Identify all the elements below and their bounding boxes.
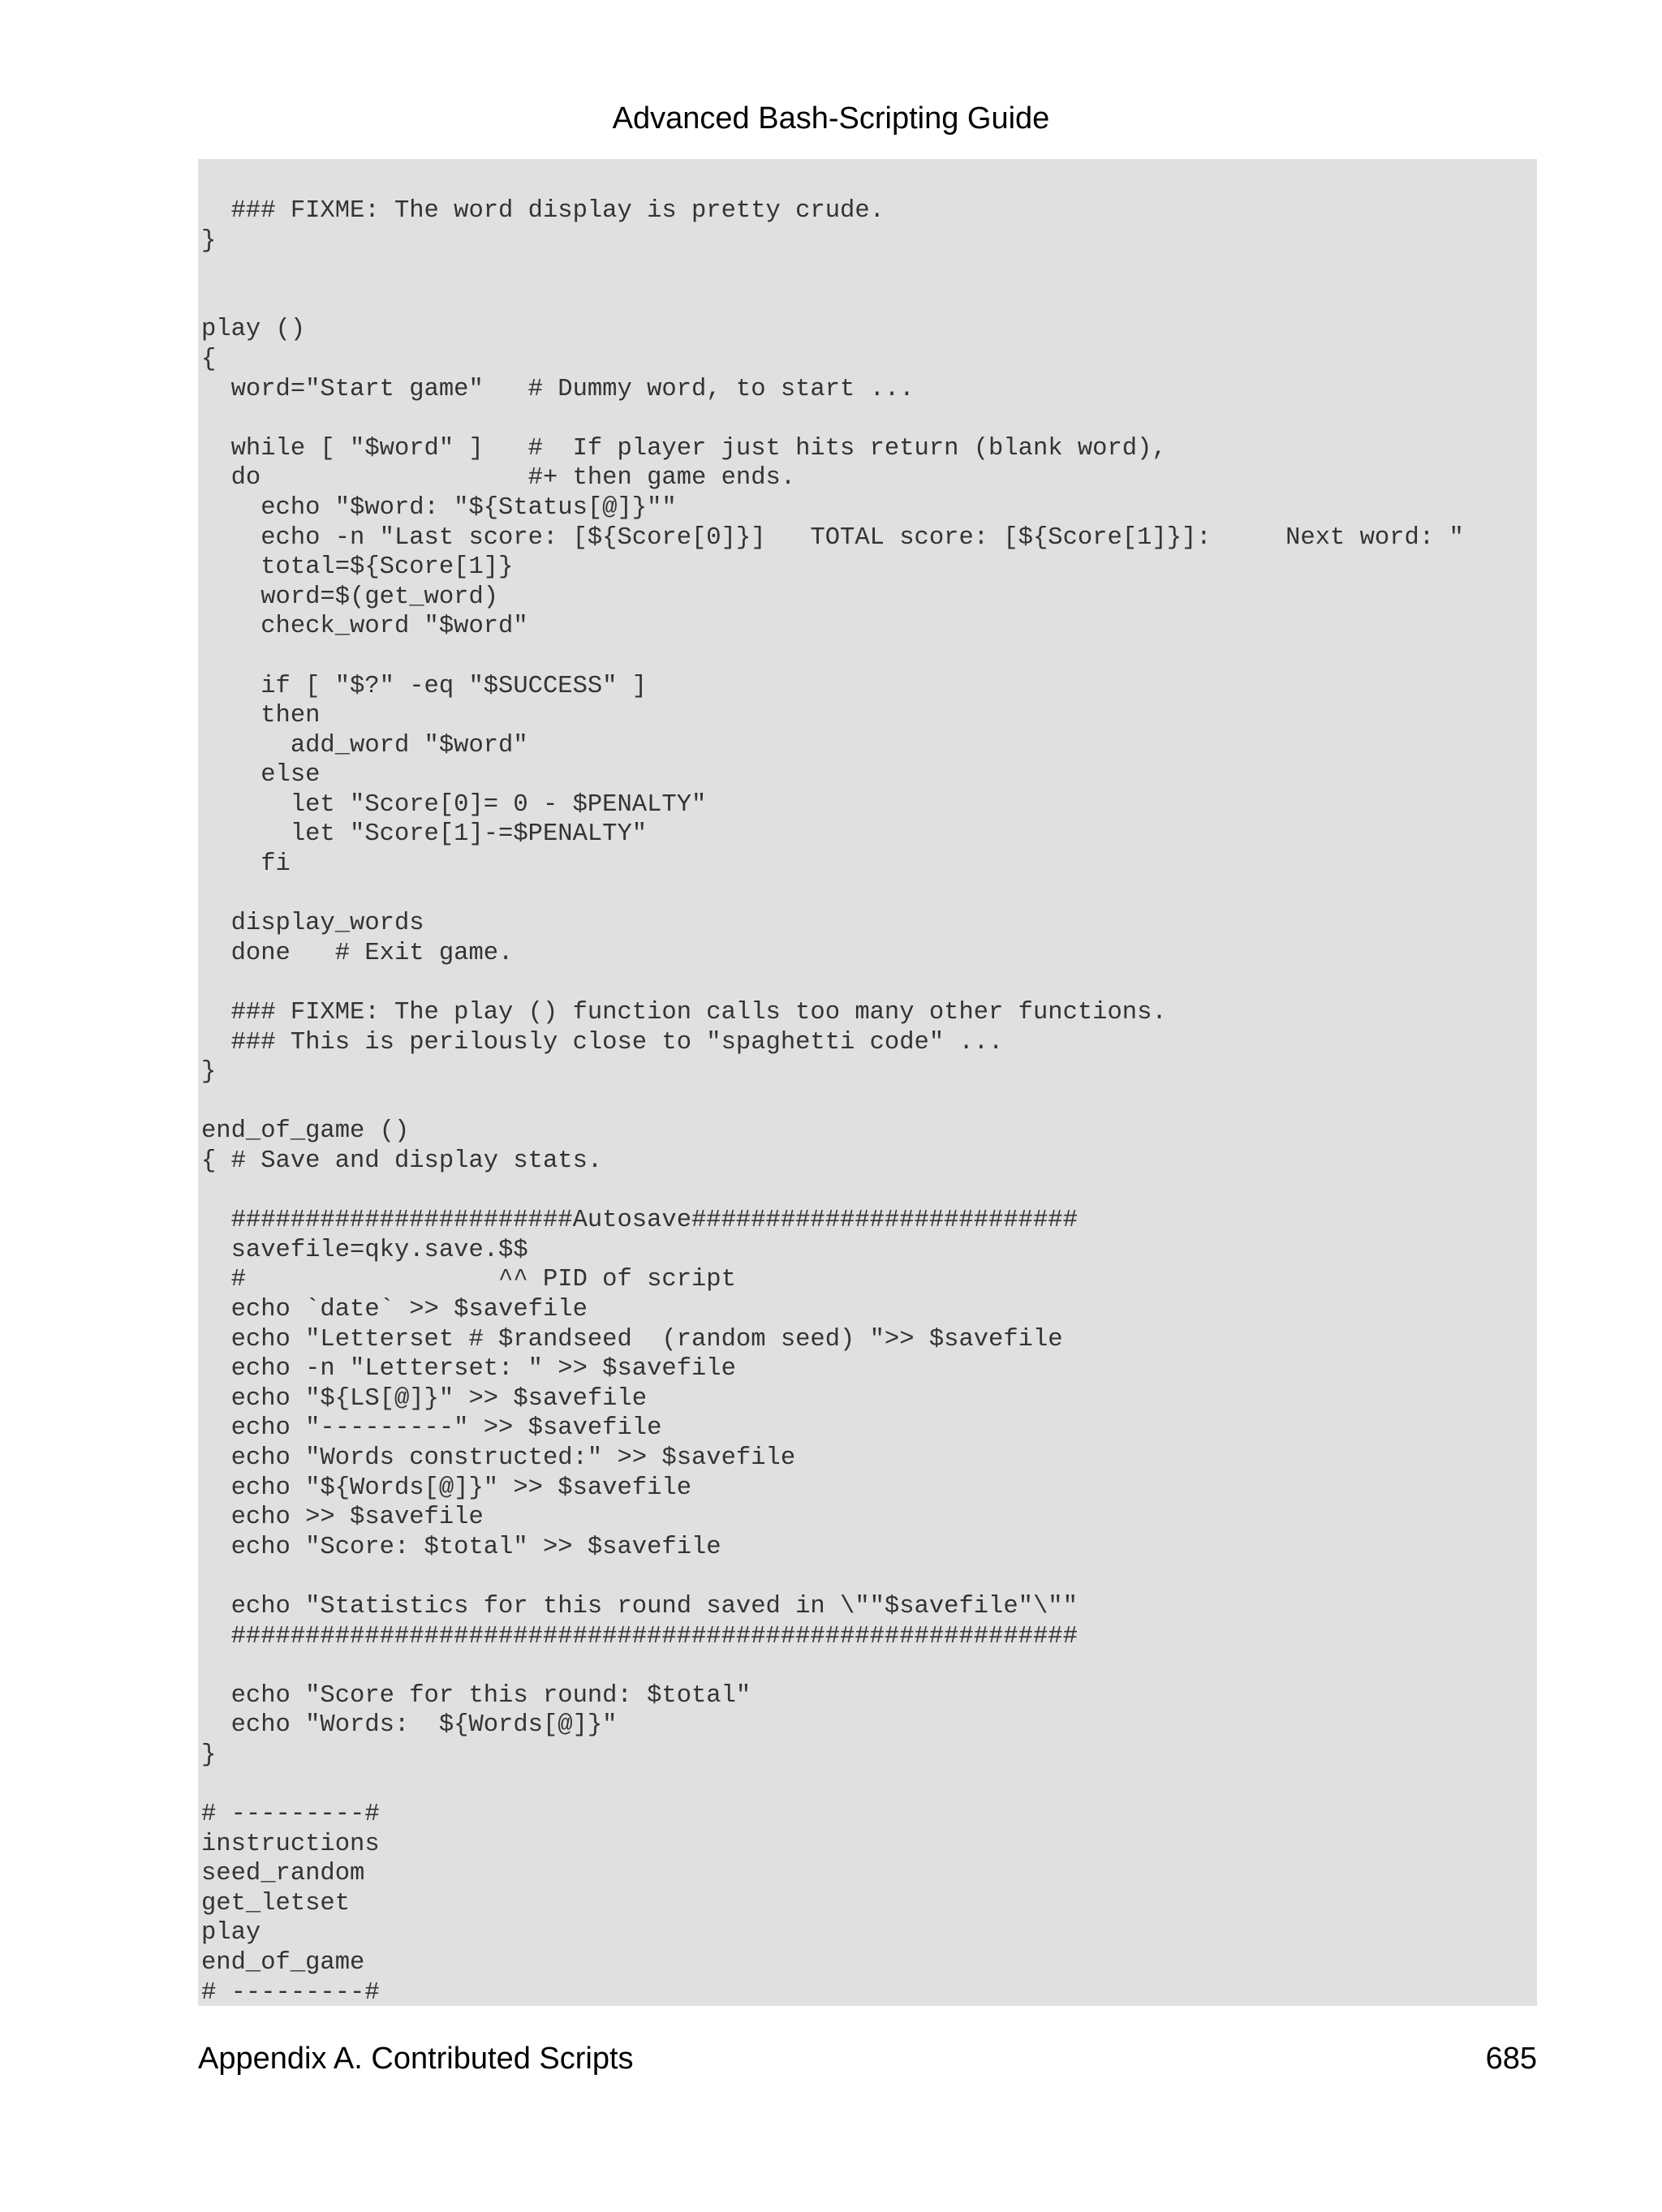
code-line: # ---------#: [201, 1801, 380, 1829]
code-line: [201, 404, 1537, 434]
code-line: end_of_game: [201, 1949, 365, 1977]
code-line: # ^^ PID of script: [201, 1266, 736, 1294]
code-line: total=${Score[1]}: [201, 553, 514, 582]
code-line: [201, 1651, 1537, 1681]
code-line: echo "${LS[@]}" >> $savefile: [201, 1384, 648, 1413]
code-line: get_letset: [201, 1889, 351, 1917]
code-line: play (): [201, 316, 306, 344]
code-line: [201, 1177, 1537, 1207]
code-line: [201, 1770, 1537, 1800]
code-line: check_word "$word": [201, 613, 528, 641]
page-footer: [198, 2038, 1537, 2079]
code-line: fi: [201, 850, 291, 879]
code-line: [201, 286, 1537, 316]
code-line: echo "Words: ${Words[@]}": [201, 1711, 618, 1740]
code-line: end_of_game (): [201, 1117, 410, 1146]
code-line: play: [201, 1919, 261, 1947]
code-line: ### This is perilously close to "spaghetti code" ...: [201, 1028, 1004, 1057]
code-line: }: [201, 1741, 217, 1769]
code-line: done # Exit game.: [201, 939, 514, 967]
code-line: if [ "$?" -eq "$SUCCESS" ]: [201, 672, 648, 700]
code-line: word=$(get_word): [201, 583, 499, 611]
code-listing: [198, 159, 1537, 2006]
code-line: echo "$word: "${Status[@]}"": [201, 493, 677, 522]
code-line: echo `date` >> $savefile: [201, 1295, 588, 1323]
code-line: seed_random: [201, 1860, 365, 1888]
code-line: savefile=qky.save.$$: [201, 1236, 528, 1264]
code-line: [201, 642, 1537, 672]
code-line: else: [201, 761, 321, 790]
code-line: #########################################################: [201, 1622, 1078, 1650]
code-line: instructions: [201, 1830, 380, 1858]
code-line: [201, 256, 1537, 286]
code-line: echo -n "Last score: [${Score[0]}] TOTAL score: [${Score[1]}]: Next word: ": [201, 523, 1464, 552]
code-line: let "Score[0]= 0 - $PENALTY": [201, 790, 707, 819]
code-line: echo "${Words[@]}" >> $savefile: [201, 1474, 691, 1502]
code-line: do #+ then game ends.: [201, 464, 796, 493]
code-line: #######################Autosave##########################: [201, 1207, 1078, 1235]
code-line: echo "Words constructed:" >> $savefile: [201, 1444, 796, 1472]
code-line: # ---------#: [201, 1978, 380, 2006]
code-line: [201, 880, 1537, 910]
code-line: [201, 1562, 1537, 1592]
code-line: [201, 968, 1537, 998]
code-line: while [ "$word" ] # If player just hits return (blank word),: [201, 434, 1167, 463]
code-line: display_words: [201, 910, 424, 938]
page-number: 685: [1485, 2042, 1537, 2076]
code-line: echo "Statistics for this round saved in \""$savefile"\"": [201, 1592, 1078, 1620]
page-header: Advanced Bash-Scripting Guide: [612, 101, 1050, 136]
code-line: echo "Score: $total" >> $savefile: [201, 1533, 721, 1561]
code-line: let "Score[1]-=$PENALTY": [201, 820, 648, 849]
footer-section-title: Appendix A. Contributed Scripts: [198, 2042, 634, 2076]
code-line: ### FIXME: The play () function calls too many other functions.: [201, 999, 1167, 1027]
code-line: echo "---------" >> $savefile: [201, 1414, 662, 1443]
code-line: }: [201, 1058, 217, 1087]
code-line: {: [201, 345, 217, 373]
code-line: ### FIXME: The word display is pretty crude.: [201, 197, 885, 225]
code-line: then: [201, 702, 321, 730]
code-line: echo "Score for this round: $total": [201, 1681, 751, 1710]
code-line: { # Save and display stats.: [201, 1147, 603, 1175]
code-line: echo >> $savefile: [201, 1504, 484, 1532]
code-line: word="Start game" # Dummy word, to start ...: [201, 375, 915, 403]
code-line: add_word "$word": [201, 731, 528, 760]
code-line: echo -n "Letterset: " >> $savefile: [201, 1355, 736, 1384]
code-line: echo "Letterset # $randseed (random seed) ">> $savefile: [201, 1325, 1063, 1353]
code-line: [201, 1087, 1537, 1117]
code-line: }: [201, 226, 217, 255]
